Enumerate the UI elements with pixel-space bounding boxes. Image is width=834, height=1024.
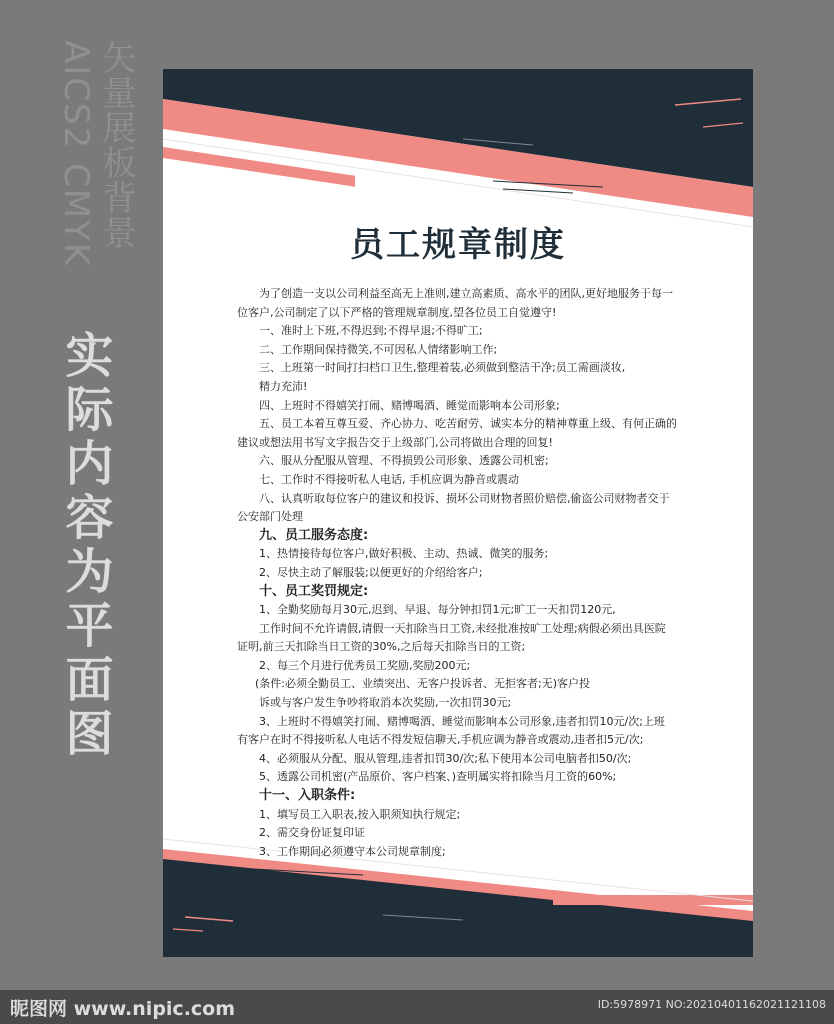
bottom-pink-bar xyxy=(553,895,753,905)
section-item: 1、热情接待每位客户,做好积极、主动、热诚、微笑的服务; xyxy=(259,547,549,561)
poster-content xyxy=(237,285,697,861)
side-caption-line2: AICS2 CMYK xyxy=(56,40,96,268)
rule-line: 公安部门处理 xyxy=(237,510,303,524)
side-caption-main: 实际内容为平面图 xyxy=(57,330,113,762)
section-item: 1、填写员工入职表,按入职须知执行规定; xyxy=(259,807,461,821)
section-item: 2、每三个月进行优秀员工奖励,奖励200元; xyxy=(259,658,471,672)
watermark-id: ID:5978971 NO:20210401162021121108 xyxy=(597,998,826,1011)
section-item: 2、需交身份证复印证 xyxy=(259,826,365,840)
poster-title: 员工规章制度 xyxy=(350,225,566,265)
intro-line: 位客户,公司制定了以下严格的管理规章制度,望各位员工自觉遵守! xyxy=(237,305,557,319)
section-item: 5、透露公司机密(产品原价、客户档案、)查明属实将扣除当月工资的60%; xyxy=(259,770,617,784)
section-item: 4、必须服从分配、服从管理,违者扣罚30/次;私下使用本公司电脑者扣50/次; xyxy=(259,751,632,765)
section-item: 1、全勤奖励每月30元,迟到、早退、每分钟扣罚1元;旷工一天扣罚120元, xyxy=(259,603,616,617)
rule-line: 八、认真听取每位客户的建议和投诉、损坏公司财物者照价赔偿,偷盗公司财物者交于 xyxy=(259,491,670,505)
intro-line: 为了创造一支以公司利益至高无上准则,建立高素质、高水平的团队,更好地服务于每一 xyxy=(259,287,673,300)
section-item: 证明,前三天扣除当日工资的30%,之后每天扣除当日的工资; xyxy=(237,640,526,654)
rule-line: 五、员工本着互尊互爱、齐心协力、吃苦耐劳、诚实本分的精神尊重上级、有何正确的 xyxy=(259,417,677,431)
section-item: 2、尽快主动了解服装;以便更好的介绍给客户; xyxy=(259,565,483,579)
section-item: 3、上班时不得嬉笑打闹、赌博喝酒、睡觉而影响本公司形象,违者扣罚10元/次;上班 xyxy=(259,714,665,728)
watermark-footer xyxy=(0,990,834,1024)
section-item: 3、工作期间必须遵守本公司规章制度; xyxy=(259,844,446,858)
rule-line: 建议或想法用书写文字报告交于上级部门,公司将做出合理的回复! xyxy=(237,435,553,449)
side-caption-line1: 矢量展板背景 xyxy=(96,40,136,250)
rule-line: 二、工作期间保持微笑,不可因私人情绪影响工作; xyxy=(259,342,498,356)
rule-line: 四、上班时不得嬉笑打闹、赌博喝酒、睡觉而影响本公司形象; xyxy=(259,398,560,412)
section-item: 诉或与客户发生争吵将取消本次奖励,一次扣罚30元; xyxy=(259,696,512,710)
rule-line: 六、服从分配服从管理、不得损毁公司形象、透露公司机密; xyxy=(259,454,549,468)
rule-line: 一、准时上下班,不得迟到;不得早退;不得旷工; xyxy=(259,324,483,338)
rule-line: 精力充沛! xyxy=(259,379,308,393)
rule-line: 七、工作时不得接听私人电话, 手机应调为静音或震动 xyxy=(259,472,519,486)
section-item: 工作时间不允许请假,请假一天扣除当日工资,未经批准按旷工处理;病假必须出具医院 xyxy=(259,621,666,635)
section-item: 有客户在时不得接听私人电话不得发短信聊天,手机应调为静音或震动,违者扣5元/次; xyxy=(237,733,644,747)
section-heading: 九、员工服务态度: xyxy=(259,527,369,543)
side-caption-top xyxy=(54,40,142,280)
section-heading: 十一、入职条件: xyxy=(259,788,356,804)
section-heading: 十、员工奖罚规定: xyxy=(259,583,369,599)
section-item: (条件:必须全勤员工、业绩突出、无客户投诉者、无拒客者;无)客户投 xyxy=(255,677,590,691)
poster xyxy=(163,69,753,957)
rule-line: 三、上班第一时间打扫档口卫生,整理着装,必须做到整洁干净;员工需画淡妆, xyxy=(259,361,626,375)
watermark-logo: 昵图网 www.nipic.com xyxy=(10,998,236,1020)
